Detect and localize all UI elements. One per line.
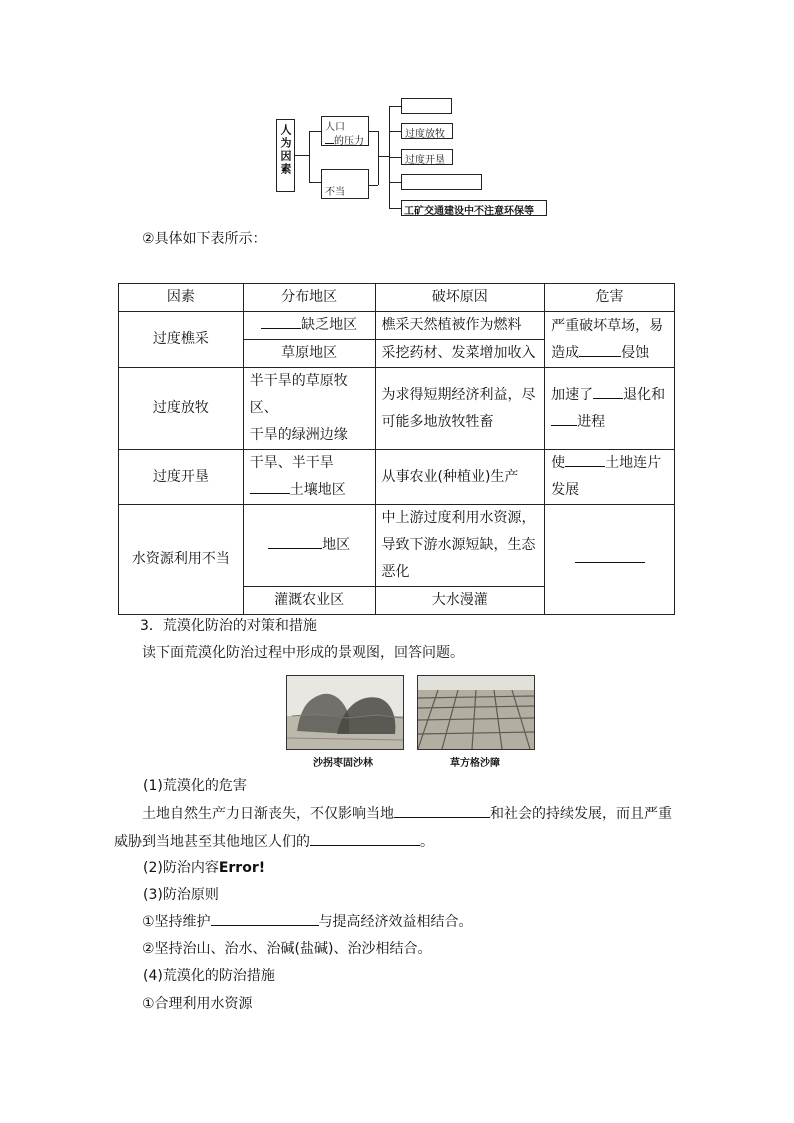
harm-cell: 严重破坏草场，易 造成 侵蚀: [545, 312, 675, 368]
area-cell: 地区: [243, 505, 375, 587]
q1-title: (1)荒漠化的危害: [143, 778, 247, 794]
q4-item1: ①合理利用水资源: [142, 996, 253, 1012]
table-header-row: [119, 284, 675, 312]
q4-title: (4)荒漠化的防治措施: [143, 968, 275, 984]
diagram-leaf-2: [401, 123, 453, 139]
harm-cell-blank: [545, 505, 675, 615]
area-cell: 缺乏地区: [243, 312, 375, 340]
cause-cell: 大水漫灌: [375, 587, 545, 615]
area-cell: 草原地区: [243, 340, 375, 368]
leaf-mining-transport: 工矿交通建设中不注意环保等: [404, 206, 534, 217]
header-area: 分布地区: [243, 284, 375, 312]
photo2-caption: 草方格沙障: [450, 758, 500, 769]
diagram-leaf-1: [401, 98, 452, 114]
section-heading: 3．荒漠化防治的对策和措施: [140, 618, 317, 634]
q1-line2: 威胁到当地甚至其他地区人们的 。: [114, 834, 434, 850]
photo1-caption: 沙拐枣固沙林: [313, 758, 373, 769]
table-row: [119, 312, 675, 340]
header-cause: 破坏原因: [375, 284, 545, 312]
q3-title: (3)防治原则: [143, 887, 219, 903]
factor-cell: 水资源利用不当: [119, 505, 244, 615]
q3-item1: ①坚持维护 与提高经济效益相结合。: [142, 914, 473, 930]
diagram-root-label: 人为因素: [279, 124, 292, 176]
leaf-overcultivation: 过度开垦: [405, 155, 445, 166]
diagram-leaf-4: [401, 174, 482, 190]
cause-cell: 为求得短期经济利益，尽 可能多地放牧牲畜: [375, 368, 545, 450]
diagram-leaf-3: [401, 149, 453, 165]
q2-line: (2)防治内容Error!: [143, 860, 266, 876]
desertification-factors-table: [118, 283, 675, 615]
cause-cell: 从事农业(种植业)生产: [375, 450, 545, 505]
photo-straw-checkerboard: [417, 675, 535, 750]
table-row: [119, 505, 675, 587]
cause-cell: 采挖药材、发菜增加收入: [375, 340, 545, 368]
harm-cell: 加速了 退化和 进程: [545, 368, 675, 450]
q3-item2: ②坚持治山、治水、治碱(盐碱)、治沙相结合。: [142, 941, 432, 957]
photo-sand-fixing-forest: [286, 675, 404, 750]
area-cell: 干旱、半干旱 土壤地区: [243, 450, 375, 505]
table-row: [119, 450, 675, 505]
leaf-overgrazing: 过度放牧: [405, 129, 445, 140]
sand-fixing-forest-illustration: [287, 676, 403, 749]
area-cell: 半干旱的草原牧区、 干旱的绿洲边缘: [243, 368, 375, 450]
straw-checkerboard-illustration: [418, 676, 534, 749]
harm-cell: 使 土地连片 发展: [545, 450, 675, 505]
diagram-branch-population: [321, 116, 369, 146]
diagram-leaf-5: [401, 200, 547, 216]
q1-line1: 土地自然生产力日渐丧失，不仅影响当地 和社会的持续发展，而且严重: [142, 806, 672, 822]
factor-cell: 过度樵采: [119, 312, 244, 368]
cause-cell: 中上游过度利用水资源， 导致下游水源短缺，生态 恶化: [375, 505, 545, 587]
branch-population-line2: 的压力: [334, 136, 364, 147]
section-prompt: 读下面荒漠化防治过程中形成的景观图，回答问题。: [142, 645, 464, 661]
branch-improper-label: 不当: [325, 187, 345, 198]
branch-population-line1: 人口: [325, 122, 345, 133]
area-cell: 灌溉农业区: [243, 587, 375, 615]
factor-cell: 过度开垦: [119, 450, 244, 505]
diagram-branch-improper: [321, 169, 369, 199]
cause-cell: 樵采天然植被作为燃料: [375, 312, 545, 340]
factor-cell: 过度放牧: [119, 368, 244, 450]
header-factor: 因素: [119, 284, 244, 312]
diagram-root-box: [276, 119, 295, 192]
table-row: [119, 368, 675, 450]
table-intro: ②具体如下表所示：: [142, 231, 267, 247]
header-harm: 危害: [545, 284, 675, 312]
